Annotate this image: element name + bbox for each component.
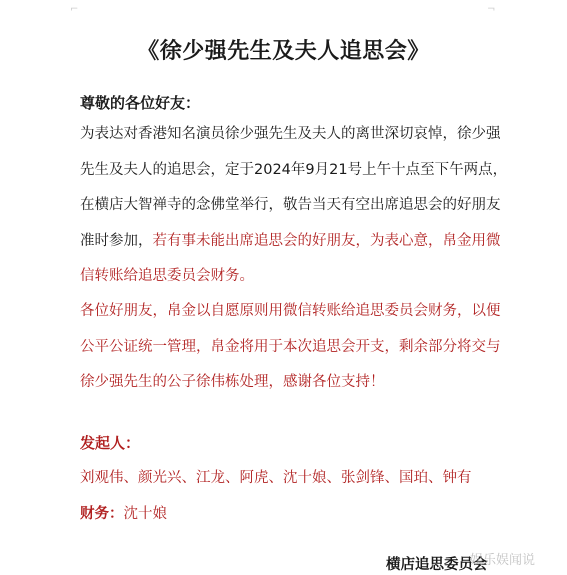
treasurer-name: 沈十娘 [123,506,167,522]
treasurer-label: 财务： [80,506,124,522]
watermark: 娱乐娱闻说 [470,553,536,568]
initiator-label: 发起人： [80,434,141,452]
document-title: 《徐少强先生及夫人追思会》 [137,39,430,64]
corner-crop-mark: ¬ [487,4,496,15]
treasurer-line [80,502,167,523]
announcement-red-text: 若有事未能出席追思会的好朋友，为表心意，帛金用微信转账给追思委员会财务。 [80,232,501,285]
greeting: 尊敬的各位好友： [80,94,201,112]
paragraph-announcement [80,117,510,295]
signature: 横店追思委员会 [386,557,488,573]
paragraph-donation-note: 各位好朋友，帛金以自愿原则用微信转账给追思委员会财务，以便公平公证统一管理，帛金将用于本次追思会开支，剩余部分将交与徐少强先生的公子徐伟栋处理，感谢各位支持！ [80,303,501,391]
announcement-text: 为表达对香港知名演员徐少强先生及夫人的离世深切哀悼，徐少强先生及夫人的追思会，定于2024年9月21号上午十点至下午两点，在横店大智禅寺的念佛堂举行，敬告当天有空出席追思会的好朋友准时参加， [80,126,508,249]
initiator-names: 刘观伟、颜光兴、江龙、阿虎、沈十娘、张剑锋、国珀、钟有 [80,470,472,486]
corner-crop-mark: ⌐ [70,4,79,15]
